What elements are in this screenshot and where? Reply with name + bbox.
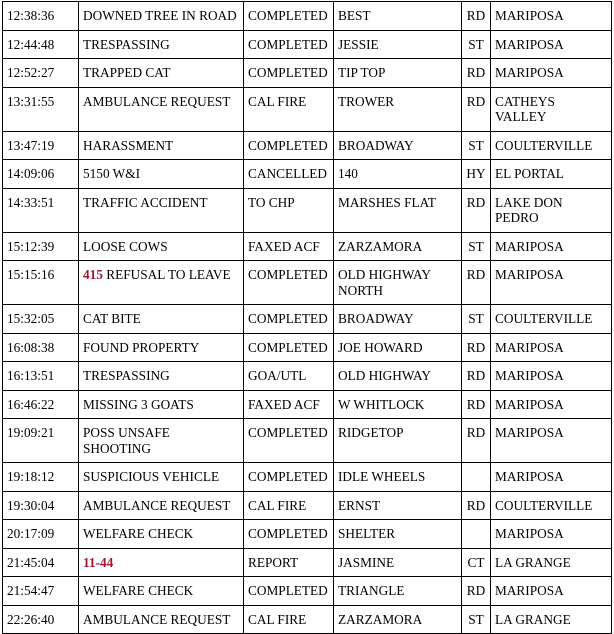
incident-type: REFUSAL TO LEAVE <box>106 267 231 282</box>
city-cell: MARIPOSA <box>491 232 612 261</box>
city-cell: MARIPOSA <box>491 577 612 606</box>
incident-cell <box>79 305 244 334</box>
incident-type: AMBULANCE REQUEST <box>83 611 231 627</box>
city-cell: MARIPOSA <box>491 2 612 31</box>
street-cell: JESSIE <box>334 30 462 59</box>
incident-cell <box>79 87 244 131</box>
incident-type: 5150 W&I <box>83 166 140 181</box>
city-cell: COULTERVILLE <box>491 305 612 334</box>
city-cell: MARIPOSA <box>491 390 612 419</box>
table-row <box>3 188 612 232</box>
incident-cell <box>79 333 244 362</box>
street-cell: IDLE WHEELS <box>334 463 462 492</box>
street-suffix-cell: RD <box>462 2 491 31</box>
city-cell: EL PORTAL <box>491 160 612 189</box>
street-suffix-cell: RD <box>462 261 491 305</box>
incident-type: AMBULANCE REQUEST <box>83 93 231 109</box>
street-cell: BROADWAY <box>334 305 462 334</box>
time-cell: 19:09:21 <box>3 419 79 463</box>
table-row <box>3 605 612 634</box>
incident-cell <box>79 30 244 59</box>
incident-type: SUSPICIOUS VEHICLE <box>83 469 220 484</box>
time-cell: 22:26:40 <box>3 605 79 634</box>
street-suffix-cell: ST <box>462 30 491 59</box>
incident-cell <box>79 463 244 492</box>
status-cell: TO CHP <box>244 188 334 232</box>
city-cell: COULTERVILLE <box>491 131 612 160</box>
city-cell: MARIPOSA <box>491 261 612 305</box>
status-cell: CAL FIRE <box>244 491 334 520</box>
table-row <box>3 548 612 577</box>
status-cell: COMPLETED <box>244 59 334 88</box>
time-cell: 13:47:19 <box>3 131 79 160</box>
table-row <box>3 491 612 520</box>
city-cell: MARIPOSA <box>491 333 612 362</box>
table-row <box>3 59 612 88</box>
street-suffix-cell <box>462 520 491 549</box>
incident-cell <box>79 2 244 31</box>
incident-cell <box>79 362 244 391</box>
street-suffix-cell: RD <box>462 491 491 520</box>
street-suffix-cell: ST <box>462 305 491 334</box>
incident-cell <box>79 520 244 549</box>
street-suffix-cell: RD <box>462 59 491 88</box>
status-cell: FAXED ACF <box>244 232 334 261</box>
city-cell: LA GRANGE <box>491 548 612 577</box>
status-cell: COMPLETED <box>244 333 334 362</box>
street-cell: TRIANGLE <box>334 577 462 606</box>
status-cell: COMPLETED <box>244 577 334 606</box>
street-cell: MARSHES FLAT <box>334 188 462 232</box>
city-cell: LAKE DON PEDRO <box>491 188 612 232</box>
time-cell: 21:45:04 <box>3 548 79 577</box>
time-cell: 15:32:05 <box>3 305 79 334</box>
time-cell: 15:15:16 <box>3 261 79 305</box>
incident-type: HARASSMENT <box>83 137 174 153</box>
incident-cell <box>79 577 244 606</box>
street-cell: OLD HIGHWAY NORTH <box>334 261 462 305</box>
incident-type: TRESPASSING <box>83 368 170 383</box>
street-cell: OLD HIGHWAY <box>334 362 462 391</box>
table-row <box>3 362 612 391</box>
incident-type: POSS UNSAFE SHOOTING <box>83 425 170 456</box>
street-suffix-cell: ST <box>462 232 491 261</box>
street-cell: 140 <box>334 160 462 189</box>
street-cell: W WHITLOCK <box>334 390 462 419</box>
table-row <box>3 232 612 261</box>
street-cell: ZARZAMORA <box>334 605 462 634</box>
time-cell: 13:31:55 <box>3 87 79 131</box>
incident-code: 415 <box>83 267 103 282</box>
call-log-table <box>2 1 612 634</box>
incident-type: FOUND PROPERTY <box>83 339 200 355</box>
incident-type: LOOSE COWS <box>83 238 168 254</box>
street-cell: TIP TOP <box>334 59 462 88</box>
incident-cell <box>79 419 244 463</box>
status-cell: COMPLETED <box>244 30 334 59</box>
incident-cell <box>79 160 244 189</box>
incident-type: AMBULANCE REQUEST <box>83 497 231 513</box>
status-cell: CANCELLED <box>244 160 334 189</box>
incident-cell <box>79 605 244 634</box>
incident-type: WELFARE CHECK <box>83 583 194 598</box>
status-cell: CAL FIRE <box>244 87 334 131</box>
table-row <box>3 305 612 334</box>
street-cell: JOE HOWARD <box>334 333 462 362</box>
status-cell: COMPLETED <box>244 2 334 31</box>
city-cell: CATHEYS VALLEY <box>491 87 612 131</box>
time-cell: 16:13:51 <box>3 362 79 391</box>
street-suffix-cell: RD <box>462 333 491 362</box>
table-row <box>3 463 612 492</box>
street-suffix-cell: HY <box>462 160 491 189</box>
time-cell: 19:18:12 <box>3 463 79 492</box>
incident-cell <box>79 131 244 160</box>
street-suffix-cell: RD <box>462 362 491 391</box>
table-row <box>3 87 612 131</box>
incident-type: CAT BITE <box>83 311 141 326</box>
time-cell: 12:38:36 <box>3 2 79 31</box>
incident-cell <box>79 261 244 305</box>
street-suffix-cell: ST <box>462 131 491 160</box>
street-suffix-cell: CT <box>462 548 491 577</box>
time-cell: 12:44:48 <box>3 30 79 59</box>
street-cell: ZARZAMORA <box>334 232 462 261</box>
table-row <box>3 419 612 463</box>
status-cell: COMPLETED <box>244 520 334 549</box>
table-row <box>3 30 612 59</box>
street-suffix-cell: RD <box>462 188 491 232</box>
time-cell: 21:54:47 <box>3 577 79 606</box>
city-cell: MARIPOSA <box>491 362 612 391</box>
time-cell: 15:12:39 <box>3 232 79 261</box>
incident-cell <box>79 59 244 88</box>
status-cell: COMPLETED <box>244 131 334 160</box>
status-cell: COMPLETED <box>244 419 334 463</box>
street-cell: RIDGETOP <box>334 419 462 463</box>
call-log-body <box>3 2 612 634</box>
table-row <box>3 577 612 606</box>
city-cell: COULTERVILLE <box>491 491 612 520</box>
table-row <box>3 261 612 305</box>
time-cell: 14:09:06 <box>3 160 79 189</box>
time-cell: 16:08:38 <box>3 333 79 362</box>
street-cell: ERNST <box>334 491 462 520</box>
street-suffix-cell: ST <box>462 605 491 634</box>
incident-cell <box>79 188 244 232</box>
street-cell: TROWER <box>334 87 462 131</box>
city-cell: MARIPOSA <box>491 419 612 463</box>
incident-cell <box>79 491 244 520</box>
status-cell: COMPLETED <box>244 305 334 334</box>
street-suffix-cell: RD <box>462 390 491 419</box>
table-row <box>3 131 612 160</box>
incident-type: TRAFFIC ACCIDENT <box>83 194 208 210</box>
status-cell: CAL FIRE <box>244 605 334 634</box>
time-cell: 14:33:51 <box>3 188 79 232</box>
table-row <box>3 2 612 31</box>
street-cell: SHELTER <box>334 520 462 549</box>
table-row <box>3 333 612 362</box>
incident-cell <box>79 390 244 419</box>
incident-type: TRAPPED CAT <box>83 65 171 80</box>
city-cell: MARIPOSA <box>491 59 612 88</box>
status-cell: REPORT <box>244 548 334 577</box>
city-cell: MARIPOSA <box>491 30 612 59</box>
status-cell: COMPLETED <box>244 463 334 492</box>
incident-cell <box>79 232 244 261</box>
time-cell: 19:30:04 <box>3 491 79 520</box>
time-cell: 20:17:09 <box>3 520 79 549</box>
incident-type: DOWNED TREE IN ROAD <box>83 8 237 23</box>
status-cell: FAXED ACF <box>244 390 334 419</box>
incident-code: 11-44 <box>83 554 114 570</box>
city-cell: MARIPOSA <box>491 463 612 492</box>
city-cell: LA GRANGE <box>491 605 612 634</box>
table-row <box>3 390 612 419</box>
street-suffix-cell: RD <box>462 419 491 463</box>
table-row <box>3 520 612 549</box>
status-cell: COMPLETED <box>244 261 334 305</box>
table-row <box>3 160 612 189</box>
street-suffix-cell: RD <box>462 87 491 131</box>
time-cell: 16:46:22 <box>3 390 79 419</box>
street-cell: BROADWAY <box>334 131 462 160</box>
city-cell: MARIPOSA <box>491 520 612 549</box>
time-cell: 12:52:27 <box>3 59 79 88</box>
incident-type: TRESPASSING <box>83 36 170 52</box>
status-cell: GOA/UTL <box>244 362 334 391</box>
street-cell: JASMINE <box>334 548 462 577</box>
incident-cell <box>79 548 244 577</box>
incident-type: WELFARE CHECK <box>83 526 194 541</box>
street-suffix-cell <box>462 463 491 492</box>
incident-type: MISSING 3 GOATS <box>83 396 194 412</box>
street-suffix-cell: RD <box>462 577 491 606</box>
street-cell: BEST <box>334 2 462 31</box>
